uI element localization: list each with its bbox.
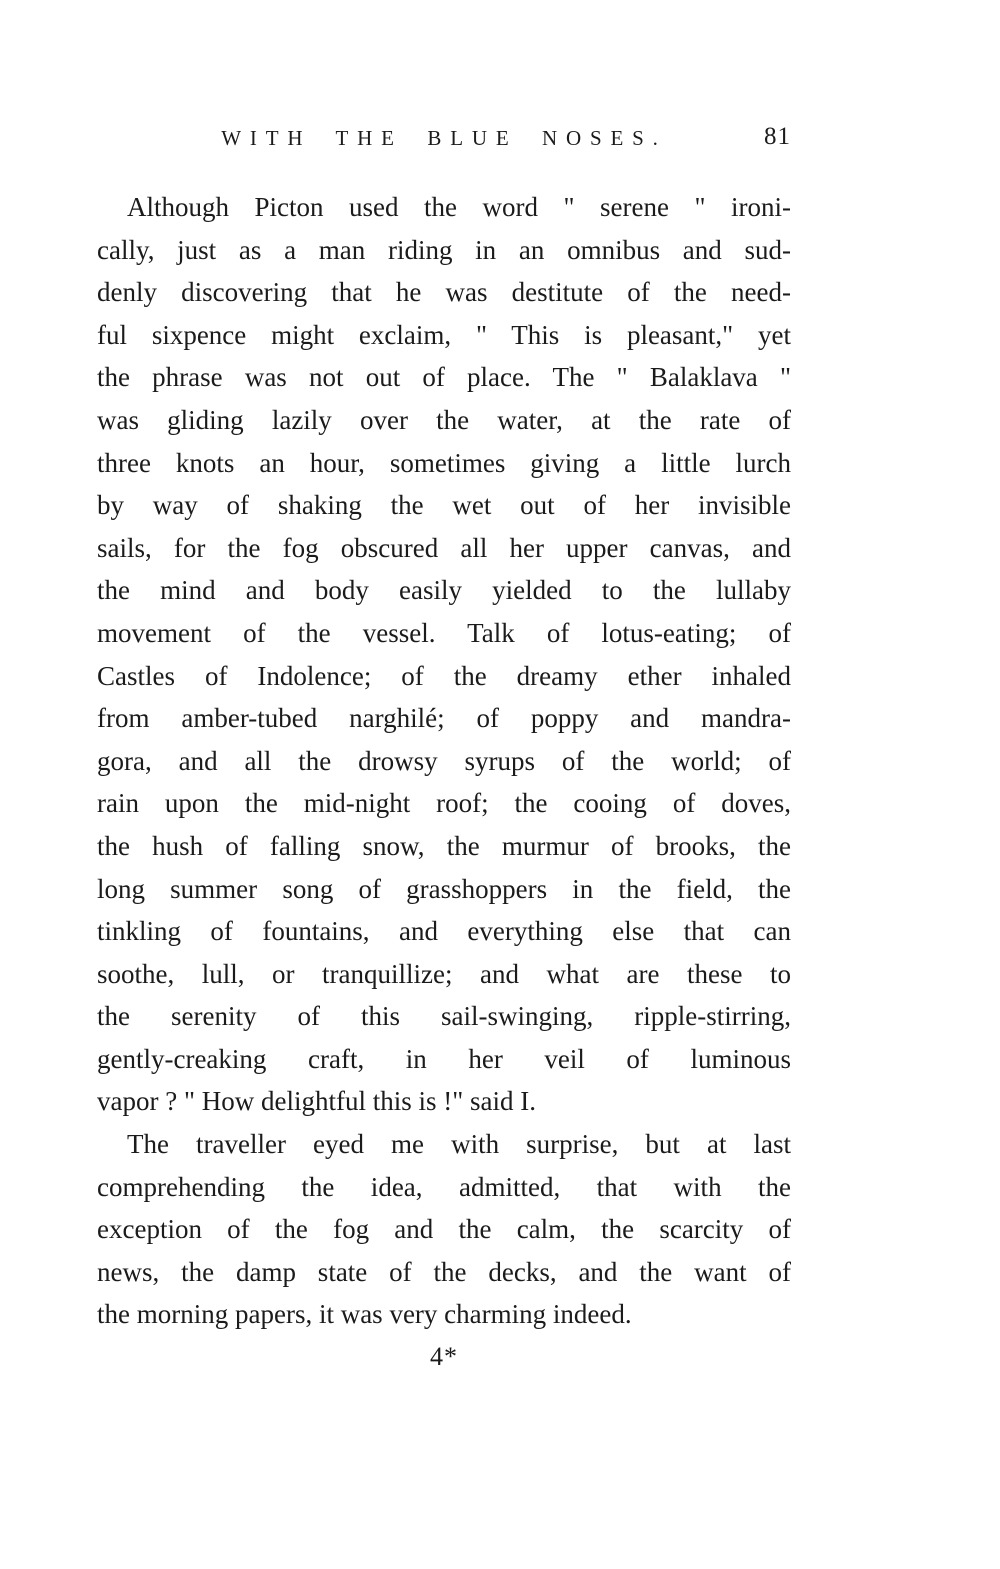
text-line: vapor ? " How delightful this is !" said I. (97, 1086, 536, 1117)
text-line: comprehending the idea, admitted, that with the (97, 1171, 791, 1202)
text-line: was gliding lazily over the water, at the rate of (97, 404, 791, 435)
paragraph (97, 1123, 791, 1336)
text-block (97, 123, 791, 1379)
text-line: gora, and all the drowsy syrups of the world; of (97, 745, 791, 776)
text-line: three knots an hour, sometimes giving a little lurch (97, 447, 791, 478)
text-line: tinkling of fountains, and everything else that can (97, 916, 791, 947)
text-line: exception of the fog and the calm, the scarcity of (97, 1214, 791, 1245)
text-line: Although Picton used the word " serene " ironi- (127, 192, 791, 222)
text-line: cally, just as a man riding in an omnibus and sud- (97, 234, 791, 265)
text-line: gently-creaking craft, in her veil of luminous (97, 1043, 791, 1074)
text-line: sails, for the fog obscured all her upper canvas, and (97, 532, 791, 563)
text-line: the morning papers, it was very charming indeed. (97, 1299, 632, 1330)
text-line: the mind and body easily yielded to the lullaby (97, 575, 791, 606)
paragraph (97, 186, 791, 1123)
text-line: long summer song of grasshoppers in the field, the (97, 873, 791, 904)
text-line: the serenity of this sail-swinging, ripple-stirring, (97, 1001, 791, 1032)
text-line: Castles of Indolence; of the dreamy ether inhaled (97, 660, 791, 691)
text-line: ful sixpence might exclaim, " This is pleasant," yet (97, 319, 791, 350)
text-line: news, the damp state of the decks, and the want of (97, 1256, 791, 1287)
text-line: movement of the vessel. Talk of lotus-eating; of (97, 617, 791, 648)
text-line: denly discovering that he was destitute of the need- (97, 277, 791, 308)
page-text (97, 186, 791, 1336)
running-head: WITH THE BLUE NOSES. (221, 126, 667, 150)
text-line: from amber-tubed narghilé; of poppy and mandra- (97, 703, 791, 734)
signature-mark: 4* (430, 1342, 458, 1372)
text-line: the hush of falling snow, the murmur of brooks, the (97, 830, 791, 861)
page-number: 81 (764, 123, 791, 150)
text-line: soothe, lull, or tranquillize; and what are these to (97, 958, 791, 989)
page-header (97, 123, 791, 160)
text-line: rain upon the mid-night roof; the cooing of doves, (97, 788, 791, 819)
text-line: the phrase was not out of place. The " Balaklava " (97, 362, 791, 393)
text-line: The traveller eyed me with surprise, but at last (127, 1129, 791, 1160)
text-line: by way of shaking the wet out of her invisible (97, 490, 791, 521)
